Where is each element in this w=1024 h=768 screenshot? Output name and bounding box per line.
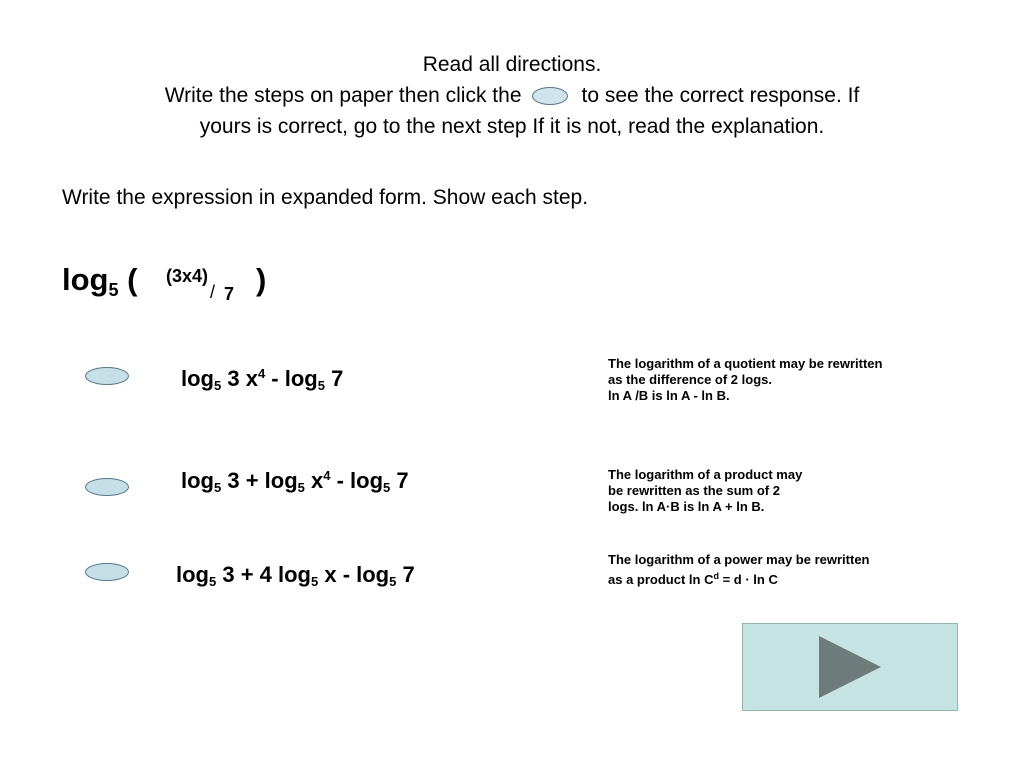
expr-slash: / <box>210 282 216 302</box>
step-3-explanation <box>608 552 870 588</box>
step-3-sub: 5 <box>209 574 217 589</box>
step-3-explanation-text: as a product ln C <box>608 572 714 587</box>
step-3-sub: 5 <box>311 574 319 589</box>
step-3-expression <box>176 562 415 589</box>
step-1-expression <box>181 366 343 393</box>
main-expression <box>62 262 292 312</box>
instruction-text: Write the expression in expanded form. Show each step. <box>62 186 589 209</box>
expr-open-paren: ( <box>127 262 138 297</box>
step-2-part: 7 <box>390 468 409 493</box>
step-3-part: 7 <box>396 562 415 587</box>
step-2-explanation-line: be rewritten as the sum of 2 <box>608 483 780 498</box>
directions-line-2-after: to see the correct response. If <box>581 84 860 107</box>
step-1-part: 7 <box>324 366 344 391</box>
step-3-part: 3 + 4 log <box>216 562 311 587</box>
step-3-explanation-sup: d <box>713 571 719 581</box>
step-1-explanation-line: as the difference of 2 logs. <box>608 372 772 387</box>
step-2-expression <box>181 468 409 495</box>
step-2-sub: 5 <box>297 480 305 495</box>
step-2-explanation <box>608 467 802 515</box>
step-2-explanation-line: The logarithm of a product may <box>608 467 803 482</box>
directions-line-1: Read all directions. <box>422 53 602 76</box>
step-3-explanation-line <box>608 568 870 588</box>
reveal-step-1-button[interactable] <box>85 367 129 385</box>
step-2-part: log <box>181 468 214 493</box>
step-1-explanation-line: ln A /B is ln A - ln B. <box>608 388 730 403</box>
expr-numerator: (3x4) <box>166 266 209 286</box>
directions-line-2-before: Write the steps on paper then click the <box>164 84 522 107</box>
step-1-sub: 5 <box>214 378 222 393</box>
play-arrow-icon <box>817 634 883 700</box>
directions-line-2 <box>60 81 964 111</box>
step-3-explanation-text: = d · ln C <box>718 572 778 587</box>
step-2-sup: 4 <box>323 468 331 483</box>
step-1-explanation-line: The logarithm of a quotient may be rewritten <box>608 356 883 371</box>
step-1-part: - log <box>265 366 318 391</box>
step-1-explanation <box>608 356 882 404</box>
step-2-part: x <box>304 468 324 493</box>
step-2-part: 3 + log <box>221 468 298 493</box>
step-2-explanation-line: logs. ln A·B is ln A + ln B. <box>608 499 765 514</box>
expr-log: log <box>62 262 109 297</box>
step-2-part: - log <box>330 468 384 493</box>
next-slide-button[interactable] <box>742 623 958 711</box>
reveal-step-2-button[interactable] <box>85 478 129 496</box>
step-2-sub: 5 <box>383 480 391 495</box>
expr-denominator: 7 <box>224 284 235 304</box>
step-1-part: log <box>181 366 214 391</box>
reveal-step-3-button[interactable] <box>85 563 129 581</box>
step-1-sup: 4 <box>257 366 266 381</box>
step-3-explanation-line: The logarithm of a power may be rewritten <box>608 552 870 567</box>
step-3-part: log <box>176 562 209 587</box>
inline-oval-icon <box>532 87 568 105</box>
step-1-sub: 5 <box>317 378 325 393</box>
directions-line-3: yours is correct, go to the next step If it is not, read the explanation. <box>199 115 825 138</box>
step-2-sub: 5 <box>214 480 222 495</box>
step-1-part: 3 x <box>221 366 258 391</box>
expr-base: 5 <box>108 280 119 300</box>
expr-close-paren: ) <box>256 262 267 297</box>
step-3-part: x - log <box>318 562 390 587</box>
step-3-sub: 5 <box>389 574 397 589</box>
